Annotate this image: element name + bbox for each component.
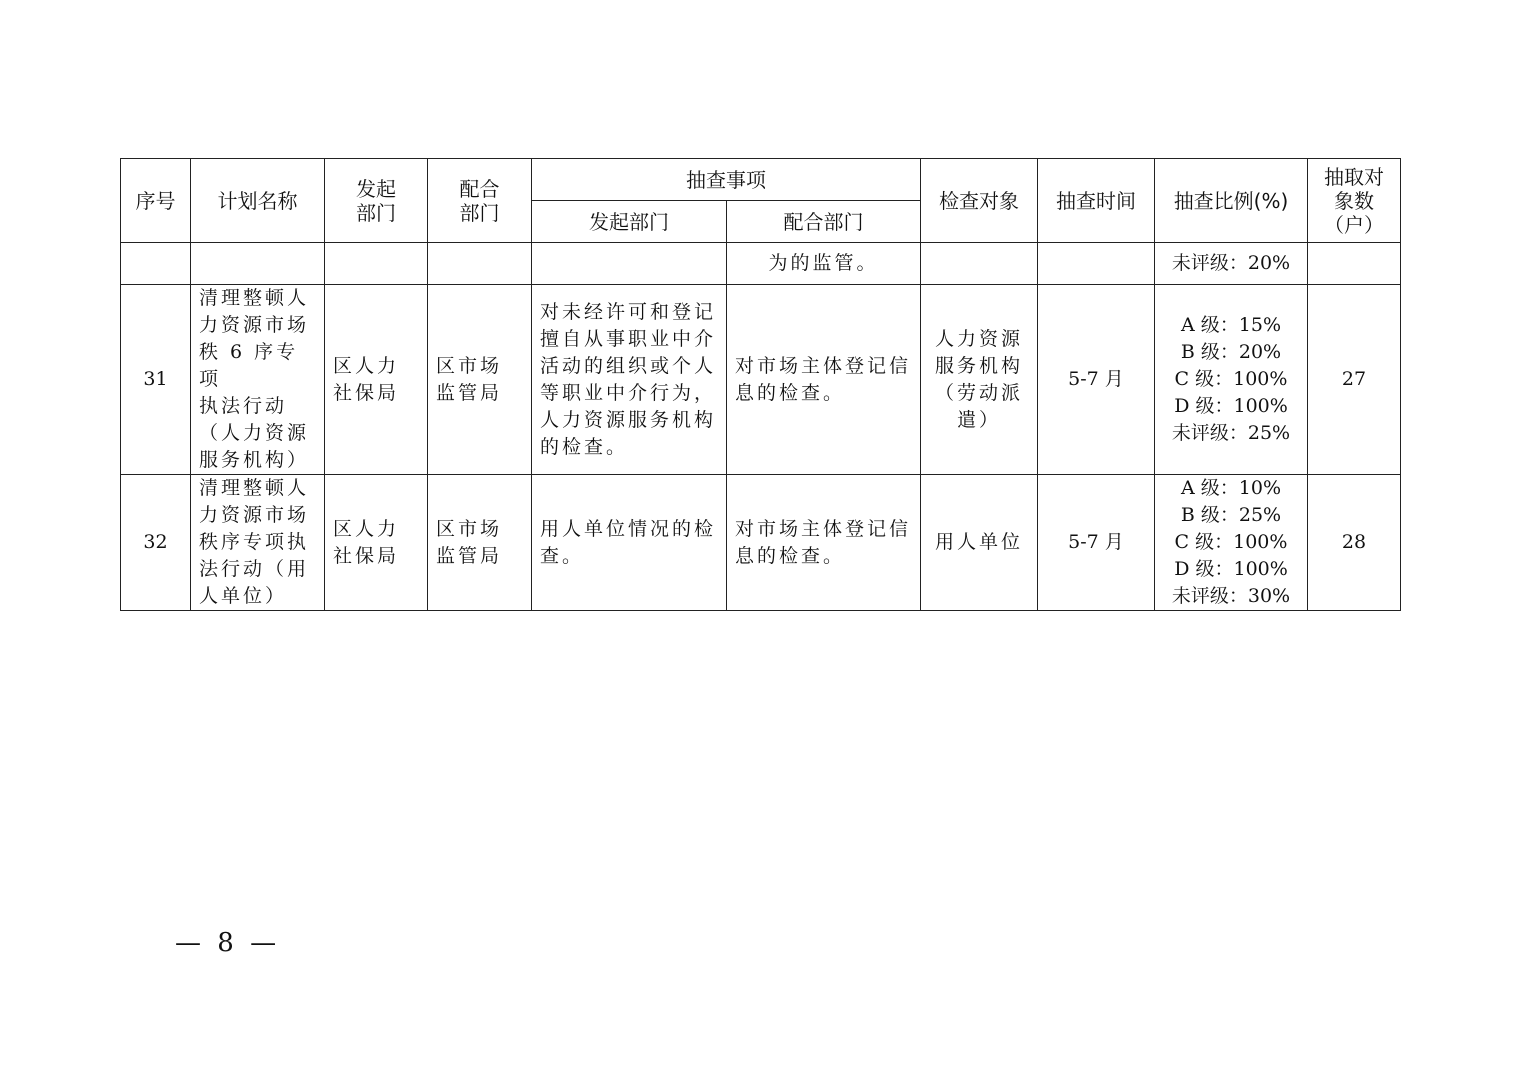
cell-empty <box>325 243 428 285</box>
header-items: 抽查事项 <box>532 159 921 201</box>
header-cooperator: 配合 部门 <box>428 159 532 243</box>
cell-items-initiator: 对未经许可和登记 擅自从事职业中介 活动的组织或个人 等职业中介行为， 人力资源服务机构 的检查。 <box>532 285 727 475</box>
table-row <box>121 475 1401 611</box>
cell-items-cooperator: 对市场主体登记信 息的检查。 <box>727 475 921 611</box>
header-ratio: 抽查比例(%) <box>1155 159 1308 243</box>
cell-empty <box>121 243 191 285</box>
cell-initiator: 区人力 社保局 <box>325 285 428 475</box>
header-seq: 序号 <box>121 159 191 243</box>
cell-target: 人力资源 服务机构 （劳动派 遣） <box>921 285 1038 475</box>
cell-seq: 31 <box>121 285 191 475</box>
header-time: 抽查时间 <box>1038 159 1155 243</box>
header-count: 抽取对 象数 （户） <box>1308 159 1401 243</box>
cell-count: 28 <box>1308 475 1401 611</box>
cell-time: 5-7 月 <box>1038 475 1155 611</box>
cell-items-initiator: 用人单位情况的检 查。 <box>532 475 727 611</box>
cell-ratio: 未评级：20% <box>1155 243 1308 285</box>
inspection-plan-table <box>120 158 1401 611</box>
cell-target: 用人单位 <box>921 475 1038 611</box>
header-items-cooperator: 配合部门 <box>727 201 921 243</box>
cell-time: 5-7 月 <box>1038 285 1155 475</box>
cell-empty <box>532 243 727 285</box>
cell-plan-name: 清理整顿人 力资源市场 秩 6 序专项 执法行动 （人力资源 服务机构） <box>191 285 325 475</box>
cell-empty <box>921 243 1038 285</box>
table-row-continued <box>121 243 1401 285</box>
cell-ratio: A 级：15% B 级：20% C 级：100% D 级：100% 未评级：25% <box>1155 285 1308 475</box>
cell-cooperator: 区市场 监管局 <box>428 285 532 475</box>
table-row <box>121 285 1401 475</box>
cell-ratio: A 级：10% B 级：25% C 级：100% D 级：100% 未评级：30% <box>1155 475 1308 611</box>
header-target: 检查对象 <box>921 159 1038 243</box>
cell-initiator: 区人力 社保局 <box>325 475 428 611</box>
header-items-initiator: 发起部门 <box>532 201 727 243</box>
cell-empty <box>191 243 325 285</box>
cell-empty <box>428 243 532 285</box>
page-number: — 8 — <box>175 928 281 958</box>
header-initiator: 发起 部门 <box>325 159 428 243</box>
cell-empty <box>1308 243 1401 285</box>
cell-items-cooperator: 为的监管。 <box>727 243 921 285</box>
header-plan-name: 计划名称 <box>191 159 325 243</box>
cell-cooperator: 区市场 监管局 <box>428 475 532 611</box>
cell-plan-name: 清理整顿人 力资源市场 秩序专项执 法行动（用 人单位） <box>191 475 325 611</box>
cell-count: 27 <box>1308 285 1401 475</box>
cell-items-cooperator: 对市场主体登记信 息的检查。 <box>727 285 921 475</box>
cell-empty <box>1038 243 1155 285</box>
cell-seq: 32 <box>121 475 191 611</box>
